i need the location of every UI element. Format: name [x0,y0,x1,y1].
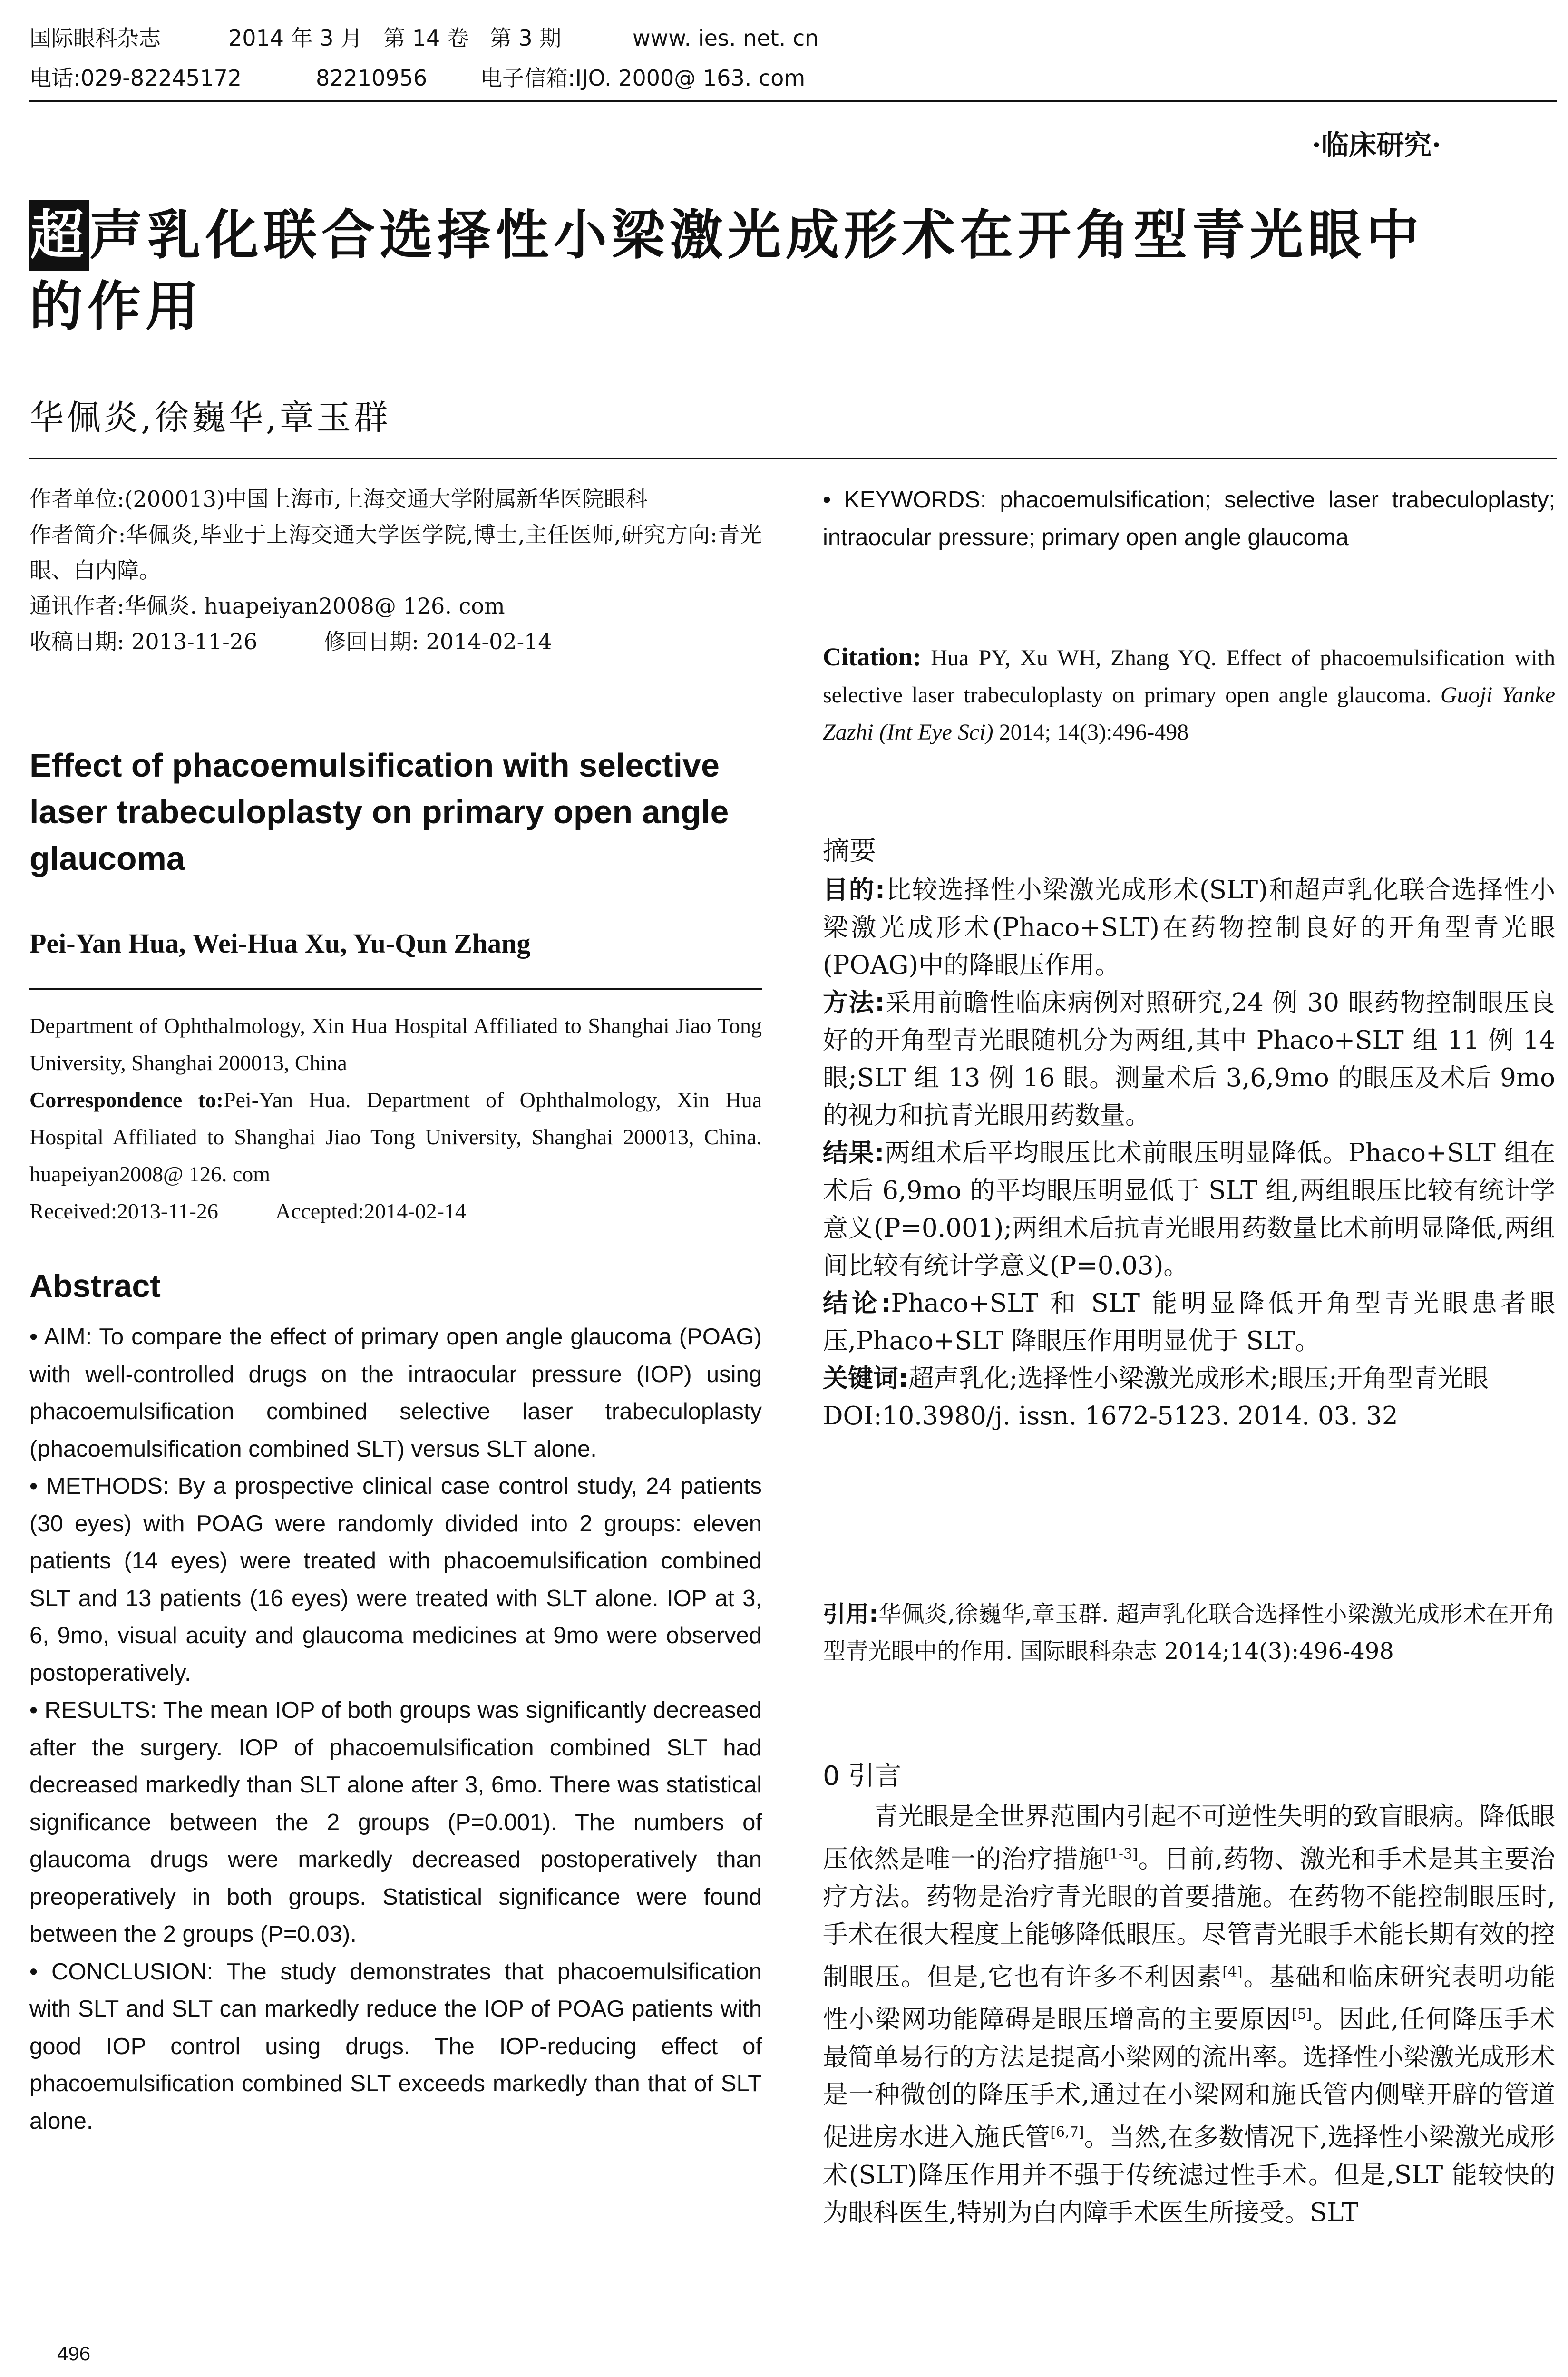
intro-text-c: 。基础和临床研究表明功能性小梁网功能障碍是眼压增高的主要原因 [823,1962,1555,2034]
page-number: 496 [57,2342,91,2365]
received-date-cn: 收稿日期: 2013-11-26 [29,629,258,654]
conclusion-label: 结论: [823,1289,891,1318]
abstract-methods: • METHODS: By a prospective clinical case control study, 24 patients (30 eyes) with POAG were randomly divided into 2 groups: eleven patients (14 eyes) were treated with phacoemulsification combined SLT and 13 patients (16 eyes) were treated with SLT alone. IOP at 3, 6, 9mo, visual acuity and glaucoma medicines at 9mo were observed postoperatively. [29,1473,762,1686]
methods-label: 方法: [823,988,885,1017]
abstract-cn-methods [823,984,1555,1134]
intro-text-d: 。因此,任何降压手术最简单易行的方法是提高小梁网的流出率。选择性小梁激光成形术是一种微创的降压手术,通过在小梁网和施氏管内侧壁开辟的管道促进房水进入施氏管 [823,2005,1555,2152]
abstract-results: • RESULTS: The mean IOP of both groups was significantly decreased after the surgery. IOP of phacoemulsification combined SLT had decreased markedly than SLT alone after 3, 6mo. There was statistical significance between the 2 groups (P=0.001). The numbers of glaucoma drugs were markedly decreased postoperatively than preoperatively in both groups. Statistical significance were found between the 2 groups (P=0.03). [29,1697,762,1947]
issue-info: 2014 年 3 月 第 14 卷 第 3 期 [228,25,562,51]
journal-website[interactable]: www. ies. net. cn [633,25,819,51]
author-bio: 作者简介:华佩炎,毕业于上海交通大学医学院,博士,主任医师,研究方向:青光眼、白内障。 [29,522,762,583]
abstract-cn-conclusion [823,1285,1555,1360]
phone-number: 电话:029-82245172 [29,65,242,91]
citation-label: Citation: [823,643,921,671]
keywords-cn-label: 关键词: [823,1364,909,1393]
header-rule [29,100,1557,102]
section-tag: ·临床研究· [1312,129,1441,161]
aim-text: 比较选择性小梁激光成形术(SLT)和超声乳化联合选择性小梁激光成形术(Phaco+SLT)在药物控制良好的开角型青光眼(POAG)中的降眼压作用。 [823,876,1556,980]
abstract-aim: • AIM: To compare the effect of primary open angle glaucoma (POAG) with well-controlled drugs on the intraocular pressure (IOP) using phacoemulsification combined selective laser trabeculoplasty (phacoemulsification combined SLT) versus SLT alone. [29,1324,762,1462]
author-info-cn [29,481,762,660]
abstract-cn-results [823,1134,1555,1285]
results-text: 两组术后平均眼压比术前眼压明显降低。Phaco+SLT 组在术后 6,9mo 的平均眼压明显低于 SLT 组,两组眼压比较有统计学意义(P=0.001);两组术后抗青光眼用药数量比术前明显降低,两组间比较有统计学意义(P=0.03)。 [823,1139,1555,1280]
abstract-heading: Abstract [29,1268,161,1304]
keywords-cn-text: 超声乳化;选择性小梁激光成形术;眼压;开角型青光眼 [908,1364,1489,1393]
citation-journal: Guoji Yanke Zazhi (Int Eye Sci) [823,682,1556,745]
abstract-cn-aim [823,871,1555,984]
authors-cn: 华佩炎,徐巍华,章玉群 [29,398,391,438]
aim-label: 目的: [823,876,886,905]
author-unit: 作者单位:(200013)中国上海市,上海交通大学附属新华医院眼科 [29,486,648,512]
phone-number-2: 82210956 [316,65,428,91]
intro-heading: 0 引言 [823,1761,902,1792]
corresponding-author: 通讯作者:华佩炎. huapeiyan2008@ 126. com [29,593,505,619]
ref-4[interactable]: [6,7] [1050,2124,1084,2141]
abstract-en [29,1318,762,2140]
title-line2: 的作用 [29,276,204,338]
english-title: Effect of phacoemulsification with selective laser trabeculoplasty on primary open angle glaucoma [29,747,729,877]
affiliation [29,1007,762,1230]
correspondence-text: Pei-Yan Hua. Department of Ophthalmology, Xin Hua Hospital Affiliated to Shanghai Jiao Tong University, Shanghai 200013, China. huapeiyan2008@ 126. com [29,1088,762,1186]
en-authors-rule [29,988,762,990]
revised-date-cn: 修回日期: 2014-02-14 [324,629,552,654]
dates-cn [29,624,762,660]
methods-text: 采用前瞻性临床病例对照研究,24 例 30 眼药物控制眼压良好的开角型青光眼随机分为两组,其中 Phaco+SLT 组 11 例 14 眼;SLT 组 13 例 16 眼。测量术后 3,6,9mo 的眼压及术后 9mo 的视力和抗青光眼用药数量。 [823,988,1555,1130]
citation-cn [823,1596,1555,1670]
abstract-cn [823,871,1555,1435]
received-date: Received:2013-11-26 [29,1199,218,1223]
title-drop-char: 超 [29,200,89,271]
authors-rule [29,458,1557,459]
citation-en [823,638,1555,751]
doi: DOI:10.3980/j. issn. 1672-5123. 2014. 03. 32 [823,1402,1398,1431]
citation-cn-text: 华佩炎,徐巍华,章玉群. 超声乳化联合选择性小梁激光成形术在开角型青光眼中的作用. 国际眼科杂志 2014;14(3):496-498 [823,1601,1555,1665]
department: Department of Ophthalmology, Xin Hua Hospital Affiliated to Shanghai Jiao Tong University, Shanghai 200013, China [29,1013,762,1075]
abstract-cn-keywords [823,1360,1555,1397]
ref-2[interactable]: [4] [1222,1963,1243,1980]
article-title [29,200,1561,342]
citation-tail: 2014; 14(3):496-498 [999,720,1189,745]
accepted-date: Accepted:2014-02-14 [275,1199,466,1223]
english-authors: Pei-Yan Hua, Wei-Hua Xu, Yu-Qun Zhang [29,928,531,959]
conclusion-text: Phaco+SLT 和 SLT 能明显降低开角型青光眼患者眼压,Phaco+SLT 降眼压作用明显优于 SLT。 [823,1289,1556,1355]
intro-text-e: 。当然,在多数情况下,选择性小梁激光成形术(SLT)降压作用并不强于传统滤过性手术。但是,SLT 能较快的为眼科医生,特别为白内障手术医生所接受。SLT [823,2123,1555,2227]
keywords-en: • KEYWORDS: phacoemulsification; selective laser trabeculoplasty; intraocular pressure; primary open angle glaucoma [823,487,1555,550]
correspondence-label: Correspondence to: [29,1088,224,1112]
citation-text: Hua PY, Xu WH, Zhang YQ. Effect of phacoemulsification with selective laser trabeculoplasty on primary open angle glaucoma. [823,645,1556,708]
ref-1[interactable]: [1-3] [1104,1846,1138,1862]
journal-name: 国际眼科杂志 [29,25,161,51]
intro-text-a: 青光眼是全世界范围内引起不可逆性失明的致盲眼病。降低眼压依然是唯一的治疗措施 [823,1802,1555,1874]
journal-email[interactable]: 电子信箱:IJO. 2000@ 163. com [480,65,806,91]
citation-cn-label: 引用: [823,1601,878,1627]
intro-text-b: 。目前,药物、激光和手术是其主要治疗方法。药物是治疗青光眼的首要措施。在药物不能控制眼压时,手术在很大程度上能够降低眼压。尽管青光眼手术能长期有效的控制眼压。但是,它也有许多不利因素 [823,1844,1555,1992]
abstract-cn-heading: 摘要 [823,836,876,867]
results-label: 结果: [823,1139,885,1168]
abstract-conclusion: • CONCLUSION: The study demonstrates that phacoemulsification with SLT and SLT can markedly reduce the IOP of POAG patients with good IOP control using drugs. The IOP-reducing effect of phacoemulsification combined SLT exceeds markedly than that of SLT alone. [29,1958,762,2134]
intro-body [823,1798,1555,2231]
intro-paragraph [823,1798,1555,2231]
ref-3[interactable]: [5] [1291,2006,1312,2023]
title-line1: 声乳化联合选择性小梁激光成形术在开角型青光眼中 [89,205,1424,266]
